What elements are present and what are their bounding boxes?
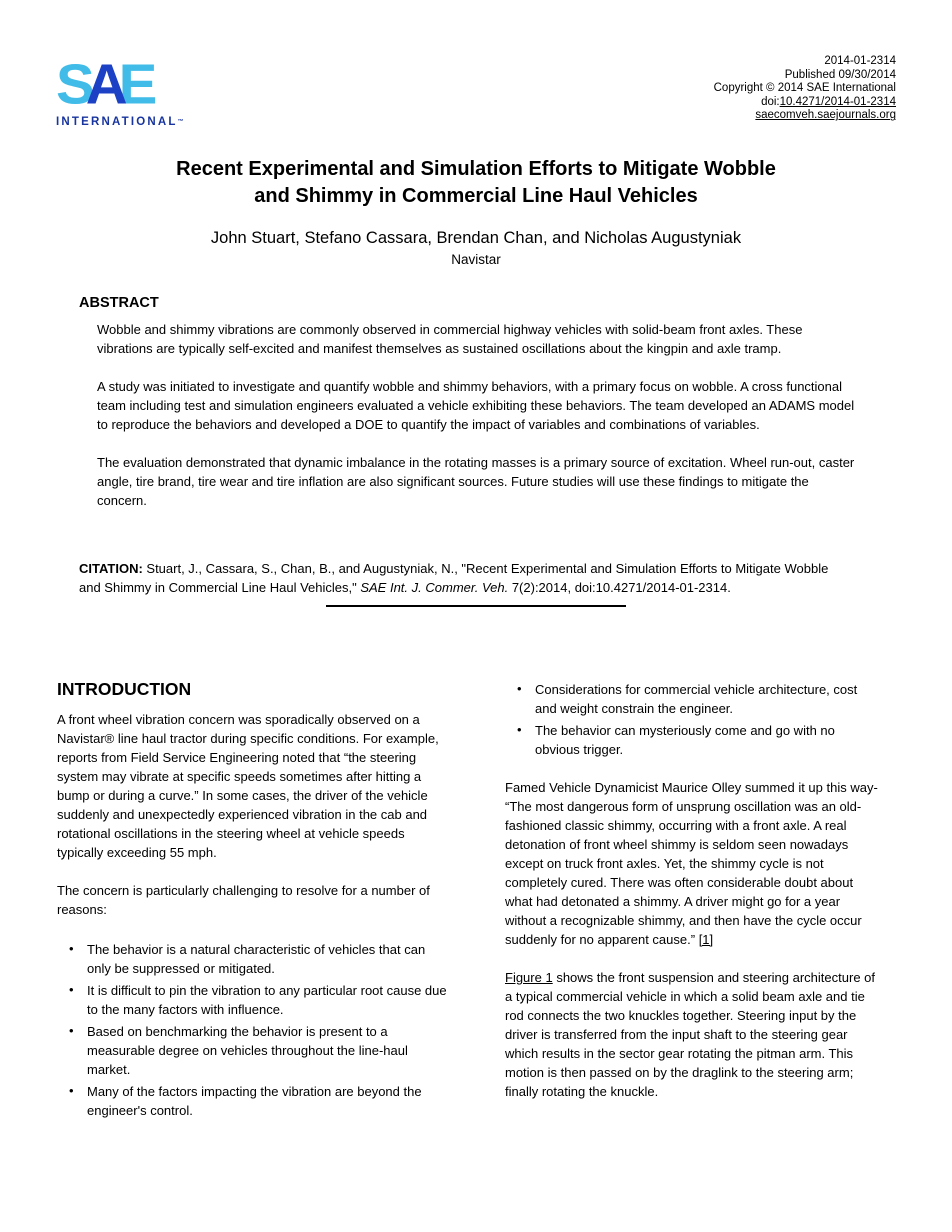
citation-journal-name: SAE Int. J. Commer. Veh. — [360, 580, 509, 595]
header-meta — [714, 55, 896, 123]
sae-logo-international-text: INTERNATIONAL — [56, 116, 178, 128]
reasons-bullet-list — [57, 940, 451, 1120]
bullet-text: The behavior is a natural characteristic of vehicles that can only be suppressed or mitigated. — [87, 942, 426, 976]
abstract-heading: ABSTRACT — [79, 295, 159, 311]
section-divider-rule — [326, 605, 626, 607]
bullet-text: The behavior can mysteriously come and go with no obvious trigger. — [535, 723, 835, 757]
bullet-text: Based on benchmarking the behavior is present to a measurable degree on vehicles throughout the line-haul market. — [87, 1024, 408, 1077]
citation-text-before-journal: Stuart, J., Cassara, S., Chan, B., and Augustyniak, N., "Recent Experimental and Simulation Efforts to Mitigate Wobble and Shimmy in Commercial Line Haul Vehicles," — [79, 561, 829, 595]
bullet-text: Considerations for commercial vehicle architecture, cost and weight constrain the engineer. — [535, 682, 858, 716]
abstract-paragraph-2: A study was initiated to investigate and quantify wobble and shimmy behaviors, with a primary focus on wobble. A cross functional team including test and simulation engineers evaluated a vehicle exhibiting these behaviors. The team developed an ADAMS model to reproduce the behaviors and developed a DOE to quantify the impact of variables and combinations of variables. — [97, 379, 855, 432]
doi-line — [714, 96, 896, 110]
paper-number: 2014-01-2314 — [824, 55, 896, 67]
left-column — [57, 680, 451, 1139]
sae-logo-letter-e: E — [118, 52, 149, 117]
authors-line: John Stuart, Stefano Cassara, Brendan Chan, and Nicholas Augustyniak — [210, 229, 742, 247]
doi-prefix: doi: — [761, 95, 780, 108]
paper-title-line2: and Shimmy in Commercial Line Haul Vehicles — [254, 185, 698, 207]
olley-quote-paragraph — [505, 778, 879, 949]
list-item — [505, 721, 879, 759]
citation-text-after-journal: 7(2):2014, doi:10.4271/2014-01-2314. — [508, 580, 731, 595]
right-column — [505, 680, 879, 1120]
affiliation-line: Navistar — [451, 252, 501, 267]
figure-1-link[interactable]: Figure 1 — [505, 970, 553, 985]
sae-logo-letters — [56, 52, 186, 117]
list-item — [57, 940, 451, 978]
sae-logo — [56, 52, 186, 128]
figure-1-paragraph-text: shows the front suspension and steering architecture of a typical commercial vehicle in which a solid beam axle and tie rod connects the two knuckles together. Steering input by the driver is transferred from the input shaft to the steering gear which results in the sector gear rotating the pitman arm. This motion is then passed on by the draglink to the steering arm; finally rotating the knuckle. — [505, 970, 875, 1099]
bullet-text: It is difficult to pin the vibration to any particular root cause due to the many factors with influence. — [87, 983, 447, 1017]
abstract-paragraph-3: The evaluation demonstrated that dynamic imbalance in the rotating masses is a primary source of excitation. Wheel run-out, caster angle, tire brand, tire wear and tire inflation are also significant sources. Future studies will use these findings to mitigate the concern. — [97, 455, 855, 508]
introduction-heading: INTRODUCTION — [57, 679, 192, 699]
reasons-bullet-list-continued — [505, 680, 879, 759]
published-date: Published 09/30/2014 — [784, 68, 896, 81]
copyright-line: Copyright © 2014 SAE International — [713, 82, 896, 95]
introduction-paragraph-1: A front wheel vibration concern was sporadically observed on a Navistar® line haul tractor during specific conditions. For example, reports from Field Service Engineering noted that “the steering system may vibrate at specific speeds sometimes after hitting a bump or during a curve.” In some cases, the driver of the vehicle suddenly and unexpectedly experienced vibration in the cab and rotational oscillations in the steering wheel at vehicle speeds typically exceeding 55 mph. — [57, 712, 439, 860]
journal-site-link[interactable]: saecomveh.saejournals.org — [755, 109, 896, 122]
sae-logo-letter-s: S — [56, 52, 86, 117]
olley-quote-text: Famed Vehicle Dynamicist Maurice Olley summed it up this way- “The most dangerous form of unsprung oscillation was an old-fashioned classic shimmy, occurring with a front axle. A real detonation of front wheel shimmy is seldom seen nowadays except on truck front axles. Yet, the shimmy cycle is not completely cured. There was often considerable doubt about what had detonated a shimmy. A driver might go for a year without a recognizable shimmy, and then have the cycle occur suddenly for no apparent cause.” — [505, 780, 878, 947]
paper-title-line1: Recent Experimental and Simulation Efforts to Mitigate Wobble — [176, 158, 776, 180]
citation-label: CITATION: — [79, 561, 143, 576]
journal-site-line — [714, 109, 896, 123]
reference-1-link[interactable]: [1] — [698, 932, 714, 947]
list-item — [505, 680, 879, 718]
trademark-symbol: ™ — [177, 119, 184, 125]
abstract-section — [79, 294, 859, 529]
doi-link[interactable]: 10.4271/2014-01-2314 — [779, 95, 896, 108]
paper-title — [0, 156, 952, 210]
introduction-paragraph-2: The concern is particularly challenging to resolve for a number of reasons: — [57, 883, 430, 917]
sae-logo-international-label — [56, 116, 186, 128]
citation-block — [79, 559, 851, 597]
list-item — [57, 1082, 451, 1120]
figure-1-paragraph — [505, 968, 879, 1101]
sae-logo-letter-a: A — [85, 52, 119, 117]
bullet-text: Many of the factors impacting the vibration are beyond the engineer's control. — [87, 1084, 422, 1118]
list-item — [57, 981, 451, 1019]
list-item — [57, 1022, 451, 1079]
abstract-paragraph-1: Wobble and shimmy vibrations are commonly observed in commercial highway vehicles with solid-beam front axles. These vibrations are typically self-excited and manifest themselves as sustained oscillations about the kingpin and axle tramp. — [97, 322, 803, 356]
